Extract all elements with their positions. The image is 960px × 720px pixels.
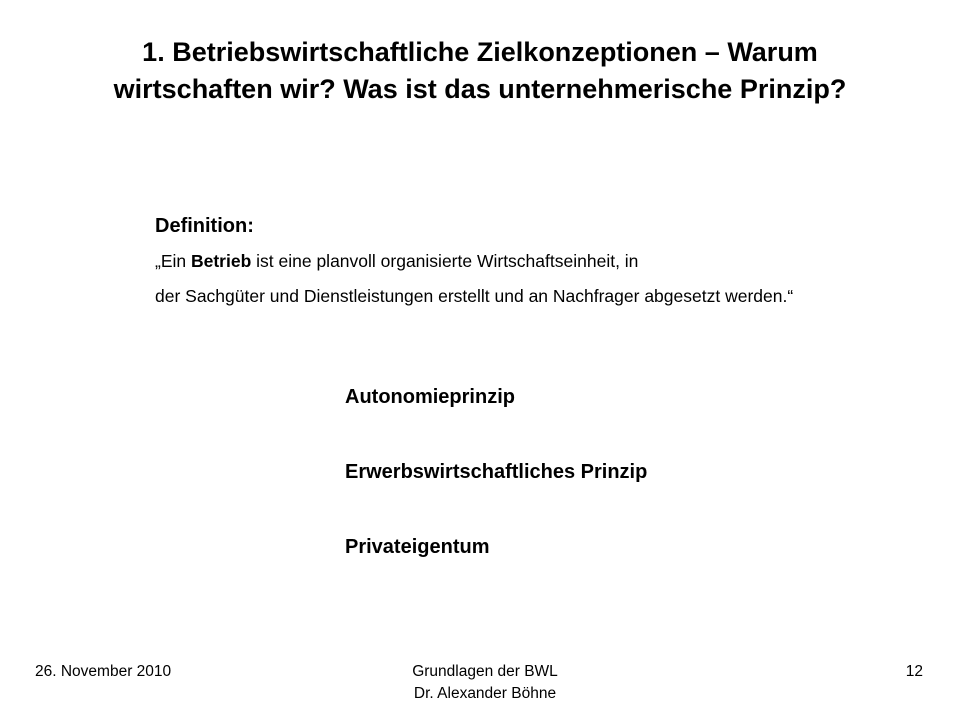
definition-heading: Definition: [155,215,254,237]
page-number: 12 [905,663,923,680]
footer-date: 26. November 2010 [35,663,172,680]
principle-autonomy: Autonomieprinzip [345,386,515,408]
slide-title: 1. Betriebswirtschaftliche Zielkonzeptionen – Warum wirtschaften wir? Was ist das unternehmerische Prinzip? [113,37,847,104]
principles-list [345,383,905,608]
principle-private-property: Privateigentum [345,536,490,558]
footer-course-info [380,661,590,705]
definition-rest: der Sachgüter und Dienstleistungen erstellt und an Nachfrager abgesetzt werden.“ [155,286,794,306]
term-betrieb: Betrieb [190,251,252,271]
definition-line-1 [155,250,820,272]
definition-text [155,250,820,307]
quote-open: „Ein [155,251,191,271]
footer-course: Grundlagen der BWL [412,663,558,680]
quote-line-1-rest: ist eine planvoll organisierte Wirtschaftseinheit, in [251,251,639,271]
footer-author: Dr. Alexander Böhne [413,685,557,702]
principle-profit: Erwerbswirtschaftliches Prinzip [345,461,648,483]
definition-block [155,212,820,307]
